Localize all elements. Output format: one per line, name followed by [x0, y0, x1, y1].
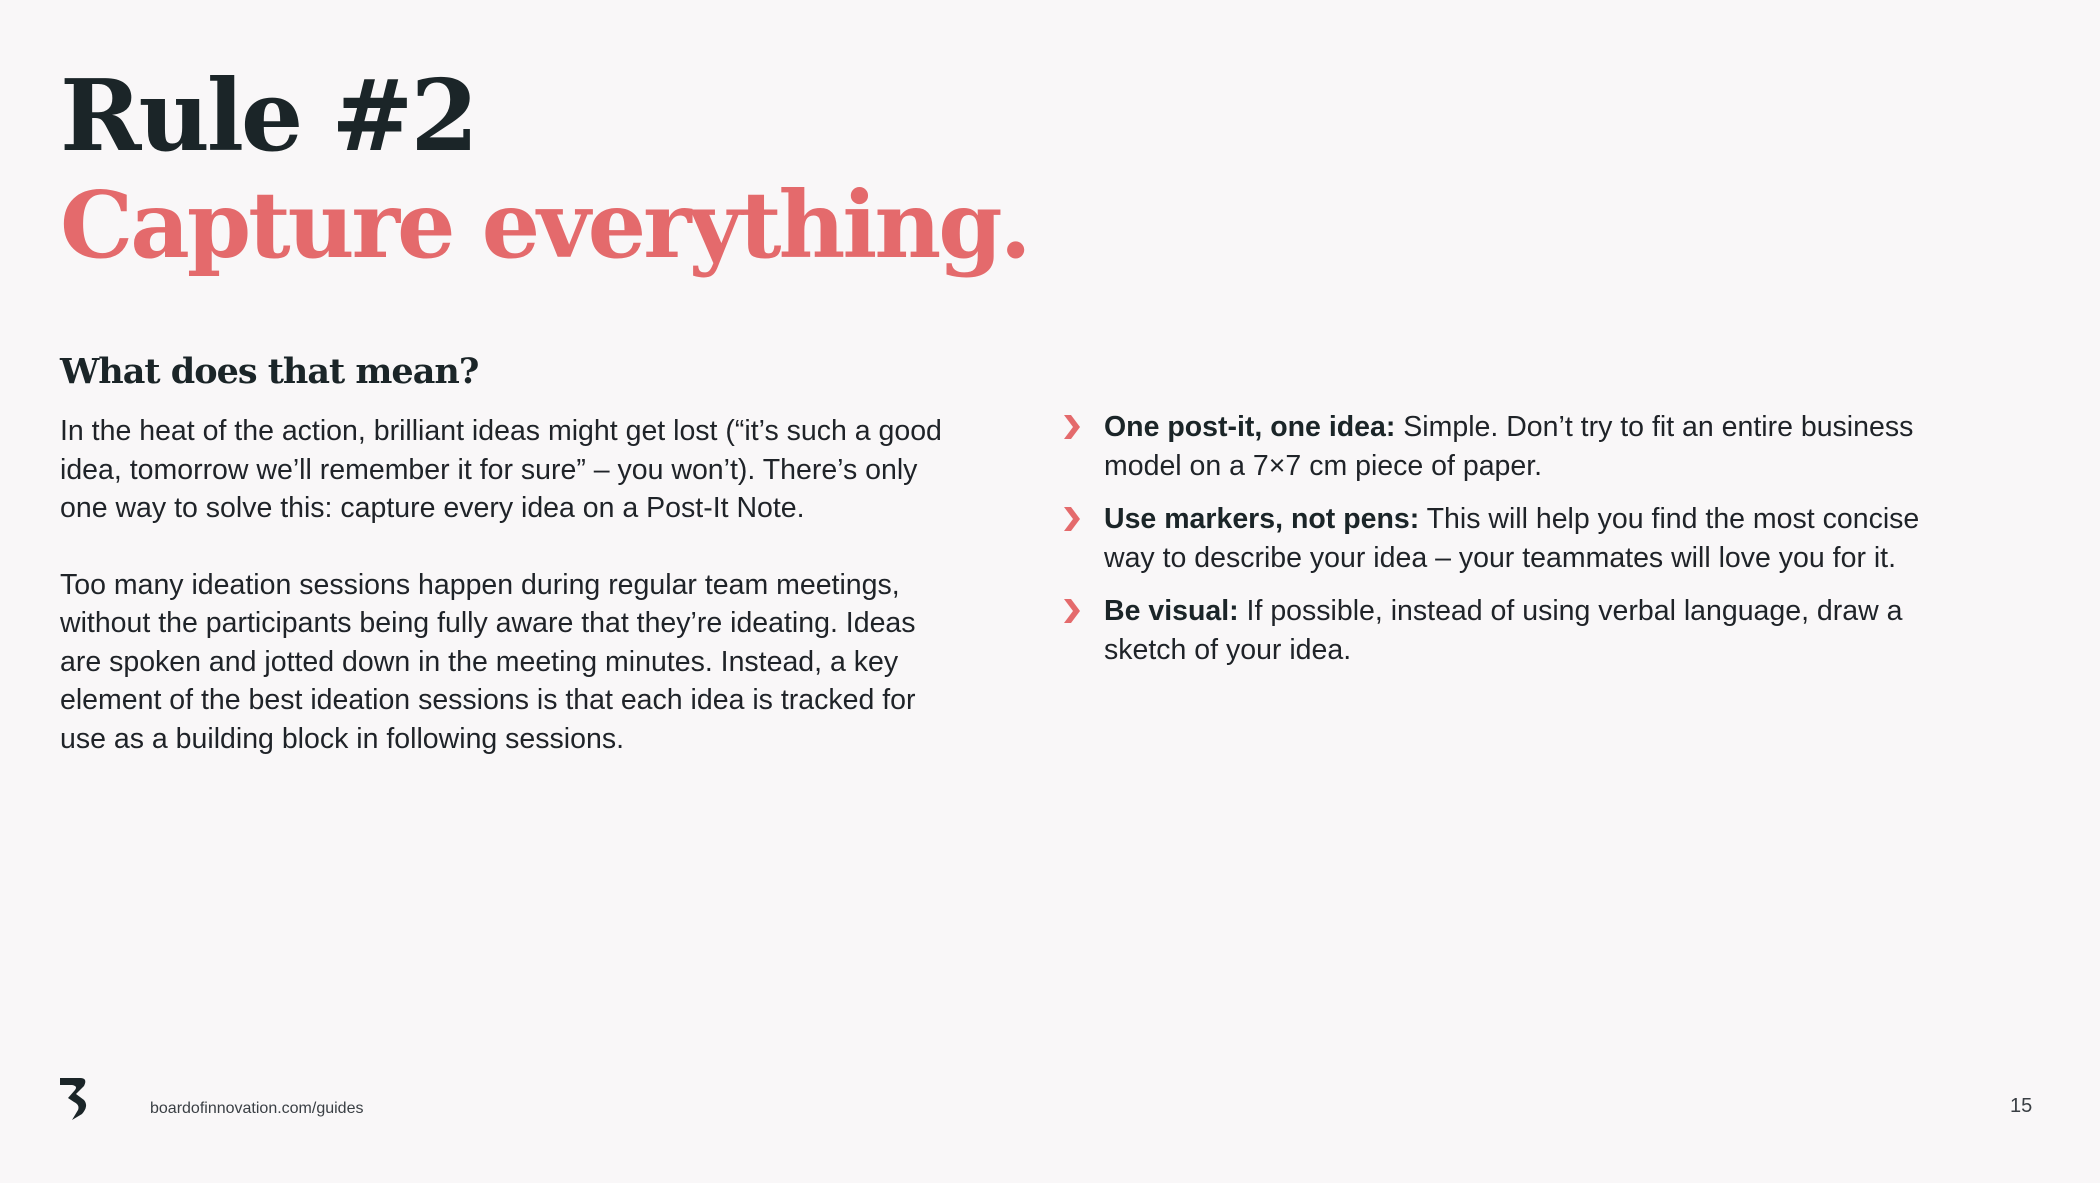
bullet-text: If possible, instead of using verbal language, draw a sketch of your idea. [1104, 595, 1903, 666]
board-of-innovation-logo-icon [58, 1076, 90, 1120]
bullet-label: Use markers, not pens: [1104, 503, 1420, 535]
page-number: 15 [2010, 1095, 2033, 1117]
bullet-text: Simple. Don’t try to fit an entire business model on a 7×7 cm piece of paper. [1104, 411, 1914, 482]
bullet-item-one-post-it [1058, 408, 1933, 485]
chevron-right-icon [1062, 599, 1080, 623]
page-title: Rule #2 [60, 59, 476, 174]
bullet-text: This will help you find the most concise way to describe your idea – your teammates will love you for it. [1104, 503, 1920, 574]
page-subtitle: Capture everything. [60, 171, 1029, 279]
bullet-list [1058, 408, 1933, 684]
bullet-item-use-markers [1058, 500, 1933, 577]
footer-link[interactable]: boardofinnovation.com/guides [150, 1100, 364, 1117]
chevron-right-icon [1062, 507, 1080, 531]
bullet-item-be-visual [1058, 592, 1933, 669]
body-text-column [60, 412, 945, 796]
chevron-right-icon [1062, 415, 1080, 439]
title-block [60, 59, 1060, 279]
bullet-label: Be visual: [1104, 595, 1239, 627]
bullet-label: One post-it, one idea: [1104, 411, 1396, 443]
body-paragraph-1: In the heat of the action, brilliant ideas might get lost (“it’s such a good idea, tomorrow we’ll remember it for sure” – you won’t). There’s only one way to solve this: capture every idea on a Post-It Note. [60, 415, 942, 524]
section-heading: What does that mean? [60, 351, 479, 392]
body-paragraph-2: Too many ideation sessions happen during regular team meetings, without the participants being fully aware that they’re ideating. Ideas are spoken and jotted down in the meeting minutes. Instead, a key element of the best ideation sessions is that each idea is tracked for use as a building block in following sessions. [60, 568, 916, 755]
